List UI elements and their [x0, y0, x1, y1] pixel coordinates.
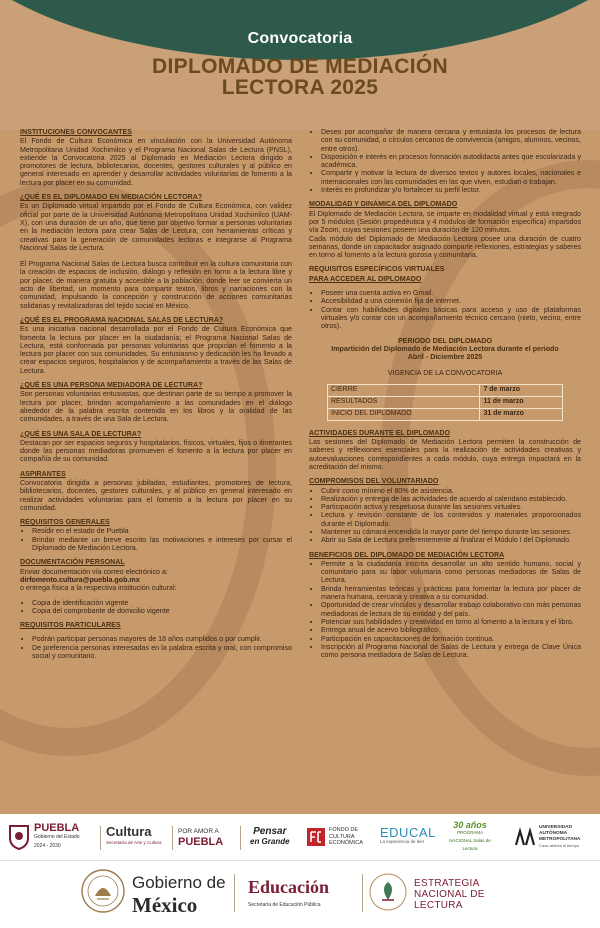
requisitos-generales-list: [20, 527, 292, 552]
por-amor-puebla-text: PUEBLA: [178, 836, 224, 848]
section-heading: ¿QUÉ ES EL PROGRAMA NACIONAL SALAS DE LECTURA?: [20, 315, 224, 324]
uam-logo: [514, 822, 581, 852]
estrategia-lectura-icon: [368, 870, 408, 914]
educal-logo-sub: La experiencia de leer: [380, 839, 425, 844]
section-heading: ¿QUÉ ES UNA SALA DE LECTURA?: [20, 429, 142, 438]
section-periodo: [309, 337, 581, 421]
section-que-es-diplomado: [20, 193, 292, 310]
section-text: Convocatoria dirigida a personas jubiladas, estudiantes, promotores de lectura, bibliotecarios, docentes, gestores culturales, y al público en general interesado en realizar actividades voluntarias para el fomento a la lectura por placer en su comunidad.: [20, 478, 292, 512]
section-heading: ASPIRANTES: [20, 469, 66, 478]
logo-divider: [234, 874, 235, 912]
puebla-logo: [8, 822, 80, 852]
header: [0, 30, 600, 98]
table-cell-date: 11 de marzo: [480, 396, 563, 408]
section-requisitos-generales: [20, 518, 292, 552]
right-column: [309, 128, 581, 665]
pensar-en-grande-logo: [250, 822, 290, 852]
section-aspirantes: [20, 470, 292, 512]
list-item: • De preferencia personas interesadas en la palabra escrita y oral, con compromiso social y comunitario.: [32, 644, 292, 661]
table-row: [328, 384, 563, 396]
table-cell-label: CIERRE: [328, 384, 480, 396]
puebla-shield-icon: [8, 824, 30, 850]
list-item: • Oportunidad de crear vínculos y desarrollar trabajo colaborativo con más personas mediadoras de lectura de su entidad y del país.: [321, 601, 581, 618]
section-text: Destacan por ser espacios seguros y hospitalarios, físicos, virtuales, fijos o itinerantes donde las personas mediadoras promueven el fomento a la lectura por placer en compañía de su comunidad.: [20, 438, 292, 464]
table-cell-label: RESULTADOS: [328, 396, 480, 408]
section-heading: REQUISITOS PARTICULARES: [20, 621, 121, 630]
list-item: • Brindar mediante un breve escrito las motivaciones e intereses por cursar el Diplomado de Mediación Lectora.: [32, 536, 292, 553]
list-item: • Participación en capacitaciones de formación continua.: [321, 635, 581, 643]
section-intro-items: [309, 128, 581, 194]
logo-divider: [362, 874, 363, 912]
section-text: El Programa Nacional Salas de Lectura busca contribuir en la cultura comunitaria con la creación de espacios de inclusión, diálogo y reflexión en torno a la lectura libre y por placer, de manera gratuita y accesible a la población, donde leer se convierta un acto de libertad, un momento para compartir textos, libros y narraciones con la comunidad, impulsando la concepción y construcción de acciones comunitarias solidarias y revitalizadoras del tejido social en México.: [20, 260, 292, 310]
list-item: • Podrán participar personas mayores de 18 años cumplidos o por cumplir.: [32, 635, 292, 643]
list-item: • Deseo por acompañar de manera cercana y entusiasta los procesos de lectura con su comunidad, o círculos cercanos de convivencia (amigos, alumnos, vecinos, entre otros).: [321, 128, 581, 153]
list-item: • Poseer una cuenta activa en Gmail.: [321, 289, 581, 297]
uam-logo-sub: Casa abierta al tiempo: [539, 843, 580, 848]
estrategia-nacional-text: ESTRATEGIA NACIONAL DE LECTURA: [414, 878, 485, 911]
convocatoria-label: Convocatoria: [247, 30, 353, 47]
section-persona-mediadora: [20, 381, 292, 423]
section-text: El Fondo de Cultura Económica en vinculación con la Universidad Autónoma Metropolitana Unidad Xochimilco y el Programa Nacional Salas de Lectura (PNSL), extiende la Convocatoria 2025 al Diplomado en Mediación Lectora dirigido a promotores de lectura, bibliotecarios, docentes, gestores culturales y al público en general interesado en aprender y desarrollar actividades voluntarias de fomento a la lectura por placer en su comunidad.: [20, 137, 292, 187]
documentacion-list: [20, 599, 292, 616]
list-item: • Contar con habilidades digitales básicas para acceso y uso de plataformas virtuales y/o contar con un acompañamiento técnico cercano (nieto, vecino, entre otros).: [321, 306, 581, 331]
list-item: • Copia de identificación vigente: [32, 599, 292, 607]
section-heading: REQUISITOS ESPECÍFICOS VIRTUALES: [309, 265, 445, 274]
por-amor-text: POR AMOR A: [178, 828, 219, 835]
partner-logos-bar: [0, 814, 600, 860]
salas-de-lectura-logo: [446, 822, 494, 852]
list-item: • Potenciar sus habilidades y creatividad en torno al fomento a la lectura y el libro.: [321, 618, 581, 626]
cultura-logo: [106, 822, 162, 852]
section-heading: PARA ACCEDER AL DIPLOMADO: [309, 274, 422, 283]
section-beneficios: [309, 551, 581, 660]
list-item: • Permite a la ciudadanía inscrita desarrollar un alto sentido humano, social y comunitario para su labor voluntaria como personas mediadoras de Salas de Lectura.: [321, 560, 581, 585]
table-row: [328, 396, 563, 408]
left-column: [20, 128, 292, 666]
table-cell-date: 31 de marzo: [480, 408, 563, 420]
section-sala-lectura: [20, 430, 292, 464]
list-item: • Interés en profundizar y/o fortalecer su perfil lector.: [321, 186, 581, 194]
list-item: • Copia del comprobante de domicilio vigente: [32, 607, 292, 615]
section-compromisos: [309, 477, 581, 544]
escudo-nacional-icon: [80, 868, 126, 914]
puebla-logo-text: PUEBLA: [34, 821, 80, 834]
list-item: • Participación activa y respetuosa durante las sesiones virtuales.: [321, 503, 581, 511]
educacion-logo: [248, 877, 330, 912]
title-line-2: LECTORA 2025: [221, 76, 379, 99]
section-heading: ACTIVIDADES DURANTE EL DIPLOMADO: [309, 428, 450, 437]
table-row: [328, 408, 563, 420]
vigencia-table: [327, 384, 563, 421]
section-heading: COMPROMISOS DEL VOLUNTARIADO: [309, 477, 439, 486]
puebla-logo-years: 2024 - 2030: [34, 842, 61, 849]
list-item: • Residir en el estado de Puebla: [32, 527, 292, 535]
gobierno-mexico-logo: [132, 872, 226, 916]
educal-logo: [380, 822, 436, 852]
list-item: • Lectura y revisión constante de los contenidos y materiales proporcionados durante el Diplomado.: [321, 511, 581, 528]
fce-logo: [306, 822, 375, 852]
section-text: El Diplomado de Mediación Lectora, se imparte en modalidad virtual y está integrado por 5 módulos (Sesión propedéutica y 4 módulos de formación específica) impartidos vía Zoom, cuyas sesiones poseen una duración de 120 minutos.: [309, 209, 581, 235]
section-text: o entrega física a la respectiva institución cultural:: [20, 584, 177, 593]
diplomado-title: [0, 56, 600, 98]
mexico-text: México: [132, 893, 198, 917]
educacion-sub: Secretaría de Educación Pública: [248, 902, 321, 908]
section-heading: INSTITUCIONES CONVOCANTES: [20, 128, 132, 136]
vigencia-title: VIGENCIA DE LA CONVOCATORIA: [387, 369, 503, 378]
section-heading: REQUISITOS GENERALES: [20, 518, 110, 527]
cultura-logo-sub: Secretaría de Arte y Cultura: [106, 840, 162, 845]
list-item: • Brinda herramientas teóricas y prácticas para fomentar la lectura por placer de manera humana, cercana y creativa a su comunidad.: [321, 585, 581, 602]
en-grande-text: en Grande: [250, 837, 290, 846]
table-cell-label: INICIO DEL DIPLOMADO: [328, 408, 480, 420]
list-item: • Entrega anual de acervo bibliográfico.: [321, 626, 581, 634]
section-text: Son personas voluntarias entusiastas, que destinan parte de su tiempo a promover la lectura por placer, brindan acompañamiento a las comunidades en el diálogo alrededor de la palabra escrita contenida en los libros y la oralidad de las comunidades, a través de una Sala de Lectura.: [20, 390, 292, 424]
section-text: Enviar documentación vía correo electrónico a:: [20, 567, 168, 576]
section-heading: MODALIDAD Y DINÁMICA DEL DIPLOMADO: [309, 200, 458, 209]
section-heading: BENEFICIOS DEL DIPLOMADO DE MEDIACIÓN LECTORA: [309, 550, 505, 559]
list-item: • Accesibilidad a una conexión fija de internet.: [321, 297, 581, 305]
section-instituciones: [20, 128, 292, 187]
puebla-logo-sub: Gobierno del Estado: [34, 833, 80, 840]
list-item: • Abrir su Sala de Lectura preferentemente al finalizar el Módulo I del Diplomado.: [321, 536, 581, 544]
section-heading: PERIODO DEL DIPLOMADO: [397, 336, 493, 345]
salas-logo-number: 30 años: [453, 820, 487, 830]
section-heading: DOCUMENTACIÓN PERSONAL: [20, 558, 125, 567]
section-que-es-programa: [20, 316, 292, 375]
section-text: Es una iniciativa nacional desarrollada por el Fondo de Cultura Económica que fomenta la lectura por placer en la ciudadanía; el Programa Nacional Salas de Lectura, está conformada por personas voluntarias que propician el fomento a la lectura por placer con sus comunidades. Su entusiasmo y dedicación les ha llevado a crear espacios seguros, hospitalarios y de acompañamiento a través de las Salas de Lectura.: [20, 325, 292, 375]
section-text: Cada módulo del Diplomado de Mediación Lectora posee una duración de cuatro semanas, donde un capacitador asignado comparte reflexiones, estrategias y saberes en torno al fomento a la lectura gozosa y comunitaria.: [309, 234, 581, 260]
list-item: • Disposición e interés en procesos formación autodidacta antes que escolarizada y académica.: [321, 153, 581, 170]
section-text: Las sesiones del Diplomado de Mediación Lectora permiten la construcción de saberes y reflexiones esenciales para la realización de actividades creativas y autoevaluaciones correspondientes a cada módulo, cuya entrega impactará en la acreditación del mismo.: [309, 438, 581, 471]
list-item: • Realización y entrega de las actividades de acuerdo al calendario establecido.: [321, 495, 581, 503]
section-heading: ¿QUÉ ES UNA PERSONA MEDIADORA DE LECTURA?: [20, 381, 203, 390]
title-line-1: DIPLOMADO DE MEDIACIÓN: [152, 55, 448, 78]
compromisos-list: [309, 487, 581, 545]
educal-logo-text: EDUCAL: [380, 825, 436, 840]
section-requisitos-particulares: [20, 621, 292, 660]
fce-logo-text: FONDO DE CULTURA ECONÓMICA: [329, 827, 363, 847]
pensar-text: Pensar: [253, 826, 287, 837]
section-text: Es un Diplomado virtual impartido por el Fondo de Cultura Económica, con validez oficial por parte de la Universidad Autónoma Metropolitana Unidad Xochimilco (UAM-X), con una duración de un año, que tiene por objetivo formar a personas voluntarias en la mediación lectora para crear Salas de Lectura, con herramientas críticas y creativas para la generación de comunidades lectoras e integrarse al Programa Nacional Salas de Lectura.: [20, 202, 292, 252]
logo-divider: [172, 826, 173, 850]
requisitos-particulares-list: [20, 635, 292, 660]
educacion-text: Educación: [248, 877, 330, 897]
periodo-subheading: Impartición del Diplomado de Mediación Lectora durante el periodo Abril - Diciembre 2025: [331, 344, 559, 362]
section-modalidad: [309, 200, 581, 259]
logo-divider: [100, 826, 101, 850]
cultura-logo-text: Cultura: [106, 824, 152, 839]
section-documentacion: [20, 558, 292, 615]
gobierno-de-text: Gobierno de: [132, 873, 226, 892]
section-heading: ¿QUÉ ES EL DIPLOMADO EN MEDIACIÓN LECTORA?: [20, 193, 203, 202]
section-actividades: [309, 429, 581, 471]
table-cell-date: 7 de marzo: [480, 384, 563, 396]
intro-list: [309, 128, 581, 194]
logo-divider: [240, 826, 241, 850]
fce-icon: [306, 827, 326, 847]
list-item: • Cubrir como mínimo el 80% de asistencia.: [321, 487, 581, 495]
uam-logo-text: UNIVERSIDAD AUTÓNOMA METROPOLITANA: [539, 825, 581, 842]
uam-icon: [514, 827, 536, 847]
beneficios-list: [309, 560, 581, 660]
salas-logo-sub: PROGRAMA NACIONAL Salas de Lectura: [449, 830, 491, 851]
list-item: • Inscripción al Programa Nacional de Salas de Lectura y entrega de Clave Única como persona mediadora de Salas de Lectura.: [321, 643, 581, 660]
por-amor-puebla-logo: [178, 822, 223, 852]
section-requisitos-virtuales: [309, 265, 581, 330]
contact-email-link[interactable]: dirfomento.cultura@puebla.gob.mx: [20, 575, 140, 584]
list-item: • Compartir y motivar la lectura de diversos textos y autores locales, nacionales e internacionales con las comunidades en las que viven, estudian o trabajan.: [321, 169, 581, 186]
requisitos-virtuales-list: [309, 289, 581, 330]
list-item: • Mantener su cámara encendida la mayor parte del tiempo durante las sesiones.: [321, 528, 581, 536]
